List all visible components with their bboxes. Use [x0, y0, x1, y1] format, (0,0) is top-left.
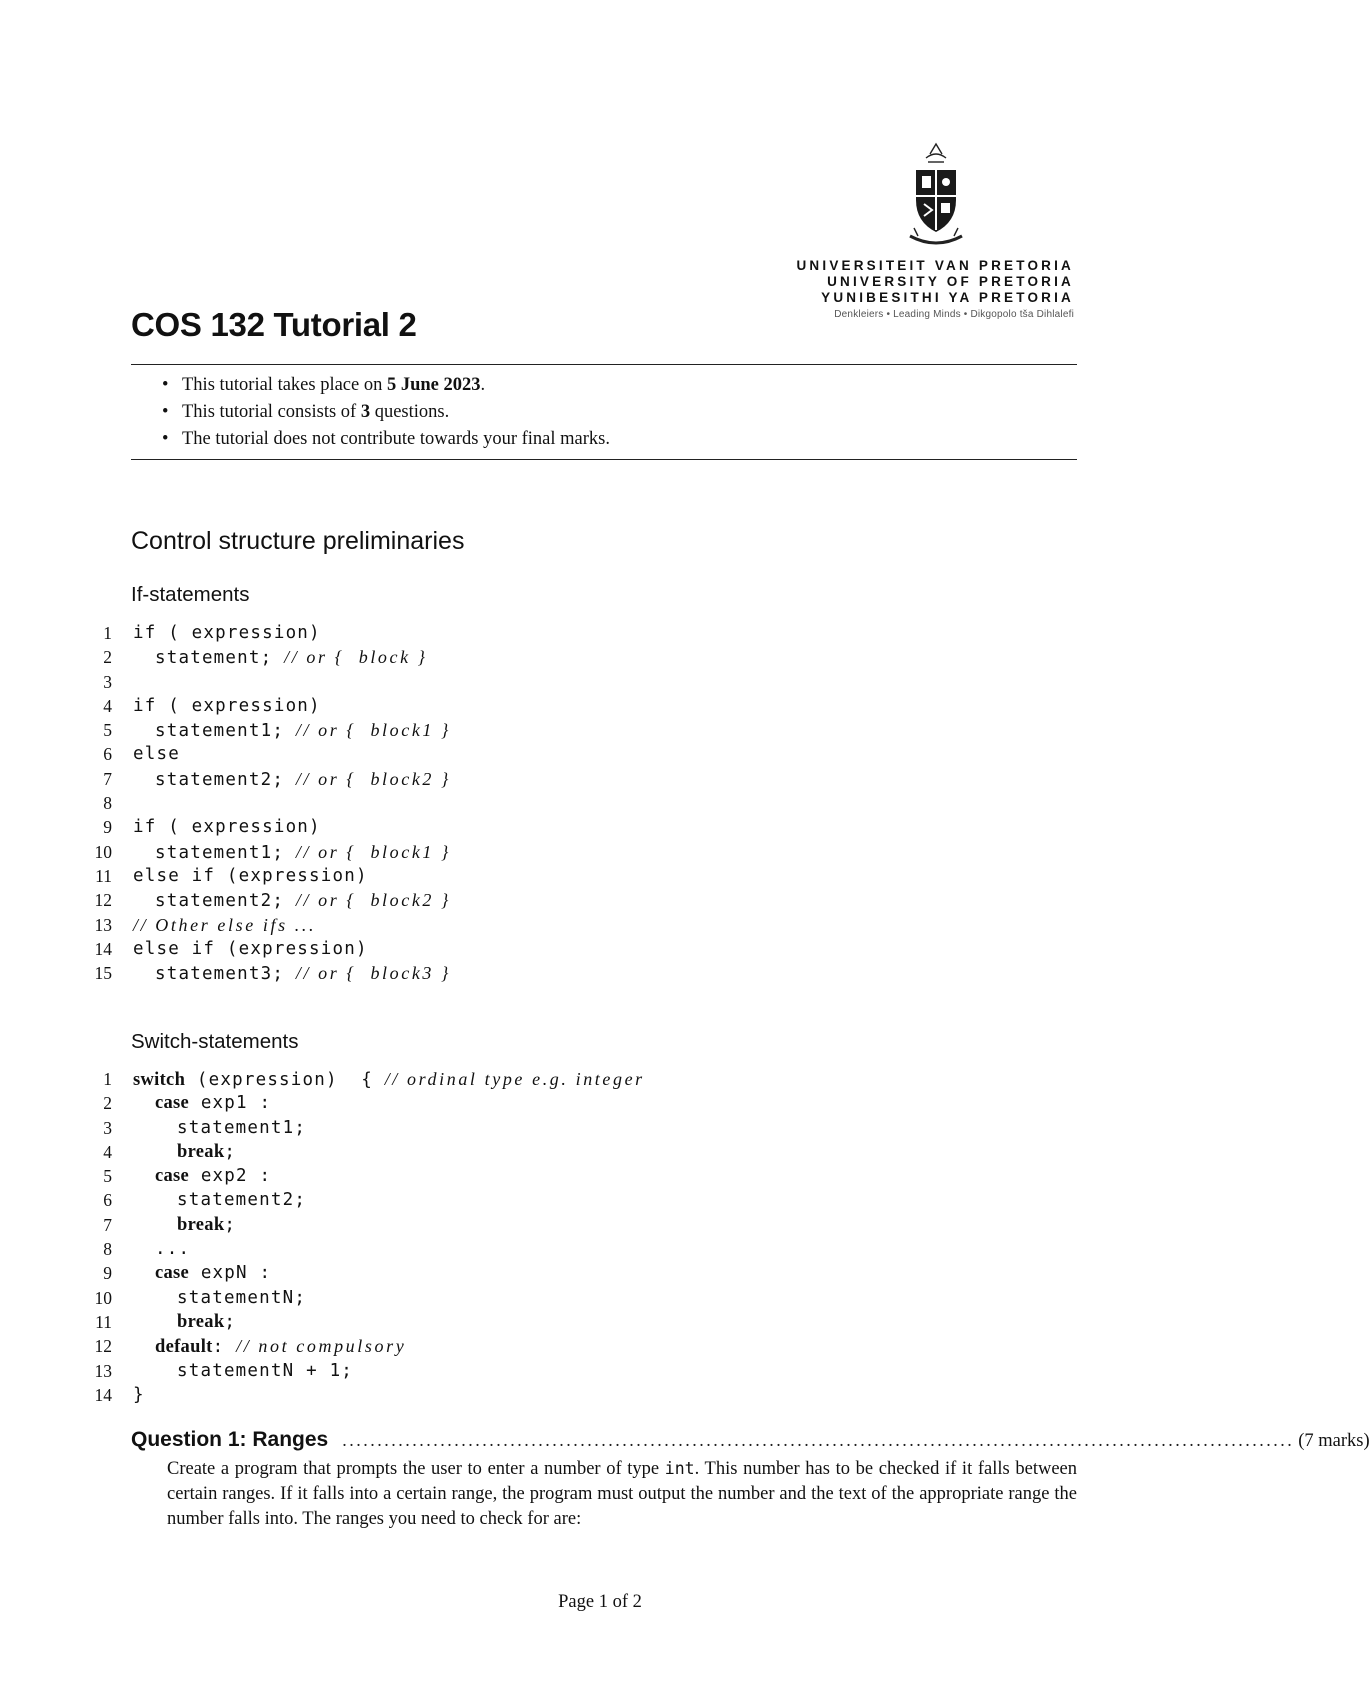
code-token: statement1; — [177, 1117, 307, 1138]
line-number: 11 — [95, 1311, 112, 1332]
code-token: if ( expression) — [133, 695, 321, 716]
code-keyword: break — [177, 1141, 225, 1162]
code-line — [0, 1067, 1200, 1091]
code-token: statement2; — [155, 769, 296, 790]
code-line — [0, 791, 1200, 815]
code-comment: // or { block2 } — [295, 890, 451, 911]
code-keyword: break — [177, 1311, 225, 1332]
line-number: 11 — [95, 865, 112, 886]
code-text — [133, 840, 451, 865]
page-number: Page 1 of 2 — [558, 1592, 642, 1612]
line-number: 2 — [103, 647, 112, 668]
code-token: statementN + 1; — [177, 1360, 354, 1381]
question-body: Create a program that prompts the user to enter a number of type int. This number has to be checked if it falls between certain ranges. If it falls into a certain range, the program must output the number and the text of the appropriate range the number falls into. The ranges you need to check for are: — [167, 1459, 1077, 1529]
code-token: statement2; — [177, 1190, 307, 1211]
code-text — [133, 718, 451, 743]
code-line — [0, 888, 1200, 912]
line-number: 12 — [94, 890, 112, 911]
code-text — [133, 1213, 236, 1237]
code-text — [133, 1237, 190, 1261]
line-number: 15 — [94, 963, 112, 984]
line-number: 7 — [103, 1214, 112, 1235]
line-number: 9 — [103, 817, 112, 838]
line-number: 13 — [94, 914, 112, 935]
code-line — [0, 1359, 1200, 1383]
subsection-heading-if: If-statements — [131, 583, 250, 606]
top-divider — [131, 364, 1077, 365]
info-item: • This tutorial takes place on 5 June 2023. — [160, 372, 610, 399]
code-listing-switch — [0, 1067, 1200, 1407]
code-text — [133, 1067, 645, 1092]
code-text — [133, 937, 368, 961]
code-token: expN : — [189, 1263, 272, 1284]
question-title: Question 1: Ranges — [131, 1428, 329, 1451]
code-line — [0, 961, 1200, 985]
code-text — [133, 694, 321, 718]
section-heading: Control structure preliminaries — [131, 527, 465, 555]
line-number: 10 — [94, 1287, 112, 1308]
bottom-divider — [131, 459, 1077, 460]
line-number: 6 — [103, 1190, 112, 1211]
university-name-sepedi: YUNIBESITHI YA PRETORIA — [821, 290, 1074, 305]
code-line — [0, 864, 1200, 888]
dot-leader: ........................................................................................................................................ — [342, 1430, 1295, 1450]
line-number: 10 — [94, 841, 112, 862]
code-text — [133, 961, 451, 986]
code-text — [133, 1310, 236, 1334]
code-line — [0, 1310, 1200, 1334]
code-text — [133, 1164, 271, 1188]
code-token: statement1; — [155, 721, 296, 742]
line-number: 1 — [103, 1069, 112, 1089]
code-line — [0, 742, 1200, 766]
line-number: 12 — [94, 1336, 112, 1357]
code-token: ; — [224, 1214, 237, 1235]
code-token: if ( expression) — [133, 623, 321, 643]
info-item: • This tutorial consists of 3 questions. — [160, 399, 610, 426]
code-text — [133, 1116, 306, 1140]
code-text — [133, 767, 451, 792]
code-token: ... — [155, 1239, 191, 1260]
line-number: 14 — [94, 1384, 112, 1405]
line-number: 3 — [103, 671, 112, 692]
line-number: 4 — [103, 1141, 112, 1162]
code-comment: // or { block } — [284, 647, 428, 668]
code-comment: // not compulsory — [236, 1336, 407, 1357]
code-line — [0, 645, 1200, 669]
code-text — [133, 1091, 271, 1115]
info-item: • The tutorial does not contribute towards your final marks. — [160, 426, 610, 453]
code-text — [133, 742, 180, 766]
code-line — [0, 1383, 1200, 1407]
line-number: 6 — [103, 744, 112, 765]
code-listing-if — [0, 621, 1200, 985]
code-text — [133, 815, 321, 839]
code-text — [133, 1383, 145, 1407]
code-token: statement1; — [155, 842, 296, 863]
line-number: 5 — [103, 1166, 112, 1187]
code-keyword: case — [155, 1263, 190, 1284]
line-number: 4 — [103, 695, 112, 716]
code-token: statement3; — [155, 964, 296, 985]
university-crest-logo — [900, 140, 972, 252]
document-title: COS 132 Tutorial 2 — [131, 306, 417, 343]
code-line — [0, 1188, 1200, 1212]
code-keyword: break — [177, 1214, 225, 1235]
line-number: 1 — [103, 623, 112, 643]
code-token: (expression) { — [185, 1070, 385, 1090]
university-name-block — [796, 258, 1074, 320]
university-motto: Denkleiers • Leading Minds • Dikgopolo tša Dihlalefi — [834, 309, 1074, 320]
code-token: ; — [224, 1141, 237, 1162]
code-token: statement2; — [155, 891, 296, 912]
code-token: else if (expression) — [133, 865, 368, 886]
code-text — [133, 1359, 353, 1383]
code-text — [133, 864, 368, 888]
code-line — [0, 840, 1200, 864]
code-comment: // or { block2 } — [295, 768, 451, 789]
code-line — [0, 1091, 1200, 1115]
code-line — [0, 718, 1200, 742]
question-marks: (7 marks) — [1298, 1431, 1370, 1451]
code-token: statement; — [155, 648, 285, 669]
code-token: if ( expression) — [133, 817, 321, 838]
code-keyword: case — [155, 1166, 190, 1187]
code-line — [0, 1140, 1200, 1164]
line-number: 7 — [103, 768, 112, 789]
code-text — [133, 1140, 236, 1164]
code-token: ; — [224, 1311, 237, 1332]
code-line — [0, 1164, 1200, 1188]
code-keyword: case — [155, 1093, 190, 1114]
subsection-heading-switch: Switch-statements — [131, 1030, 299, 1053]
line-number: 3 — [103, 1117, 112, 1138]
code-line — [0, 1237, 1200, 1261]
code-token: : — [212, 1337, 237, 1358]
code-text — [133, 621, 321, 645]
university-name-afrikaans: UNIVERSITEIT VAN PRETORIA — [796, 258, 1074, 273]
code-line — [0, 1334, 1200, 1358]
code-keyword: default — [155, 1337, 213, 1358]
code-text — [133, 1286, 306, 1310]
code-token: exp1 : — [189, 1093, 272, 1114]
question-block — [131, 1428, 1370, 1532]
code-text — [133, 1261, 271, 1285]
line-number: 9 — [103, 1263, 112, 1284]
line-number: 5 — [103, 720, 112, 741]
code-line — [0, 1116, 1200, 1140]
line-number: 14 — [94, 938, 112, 959]
code-line — [0, 621, 1200, 645]
code-comment: // ordinal type e.g. integer — [384, 1069, 645, 1089]
code-comment: // Other else ifs ... — [133, 914, 317, 935]
info-list — [160, 372, 610, 453]
code-line — [0, 937, 1200, 961]
code-text — [133, 1334, 406, 1359]
code-line — [0, 767, 1200, 791]
code-text — [133, 888, 451, 913]
code-text — [133, 645, 428, 670]
line-number: 8 — [103, 793, 112, 814]
code-line — [0, 1213, 1200, 1237]
code-line — [0, 1286, 1200, 1310]
code-keyword: switch — [133, 1070, 186, 1090]
code-comment: // or { block3 } — [295, 963, 451, 984]
code-token: else if (expression) — [133, 938, 368, 959]
code-token: else — [133, 744, 180, 765]
code-line — [0, 1261, 1200, 1285]
code-token: statementN; — [177, 1287, 307, 1308]
inline-code: int — [664, 1459, 695, 1478]
line-number: 13 — [94, 1360, 112, 1381]
code-line — [0, 694, 1200, 718]
code-token: } — [133, 1384, 145, 1405]
question-header — [131, 1428, 1370, 1456]
line-number: 2 — [103, 1093, 112, 1114]
code-line — [0, 670, 1200, 694]
code-line — [0, 913, 1200, 937]
code-text — [133, 1188, 306, 1212]
university-name-english: UNIVERSITY OF PRETORIA — [827, 274, 1074, 289]
line-number: 8 — [103, 1239, 112, 1260]
code-comment: // or { block1 } — [295, 841, 451, 862]
code-token: exp2 : — [189, 1166, 272, 1187]
code-comment: // or { block1 } — [295, 720, 451, 741]
code-line — [0, 815, 1200, 839]
code-text — [133, 913, 316, 938]
